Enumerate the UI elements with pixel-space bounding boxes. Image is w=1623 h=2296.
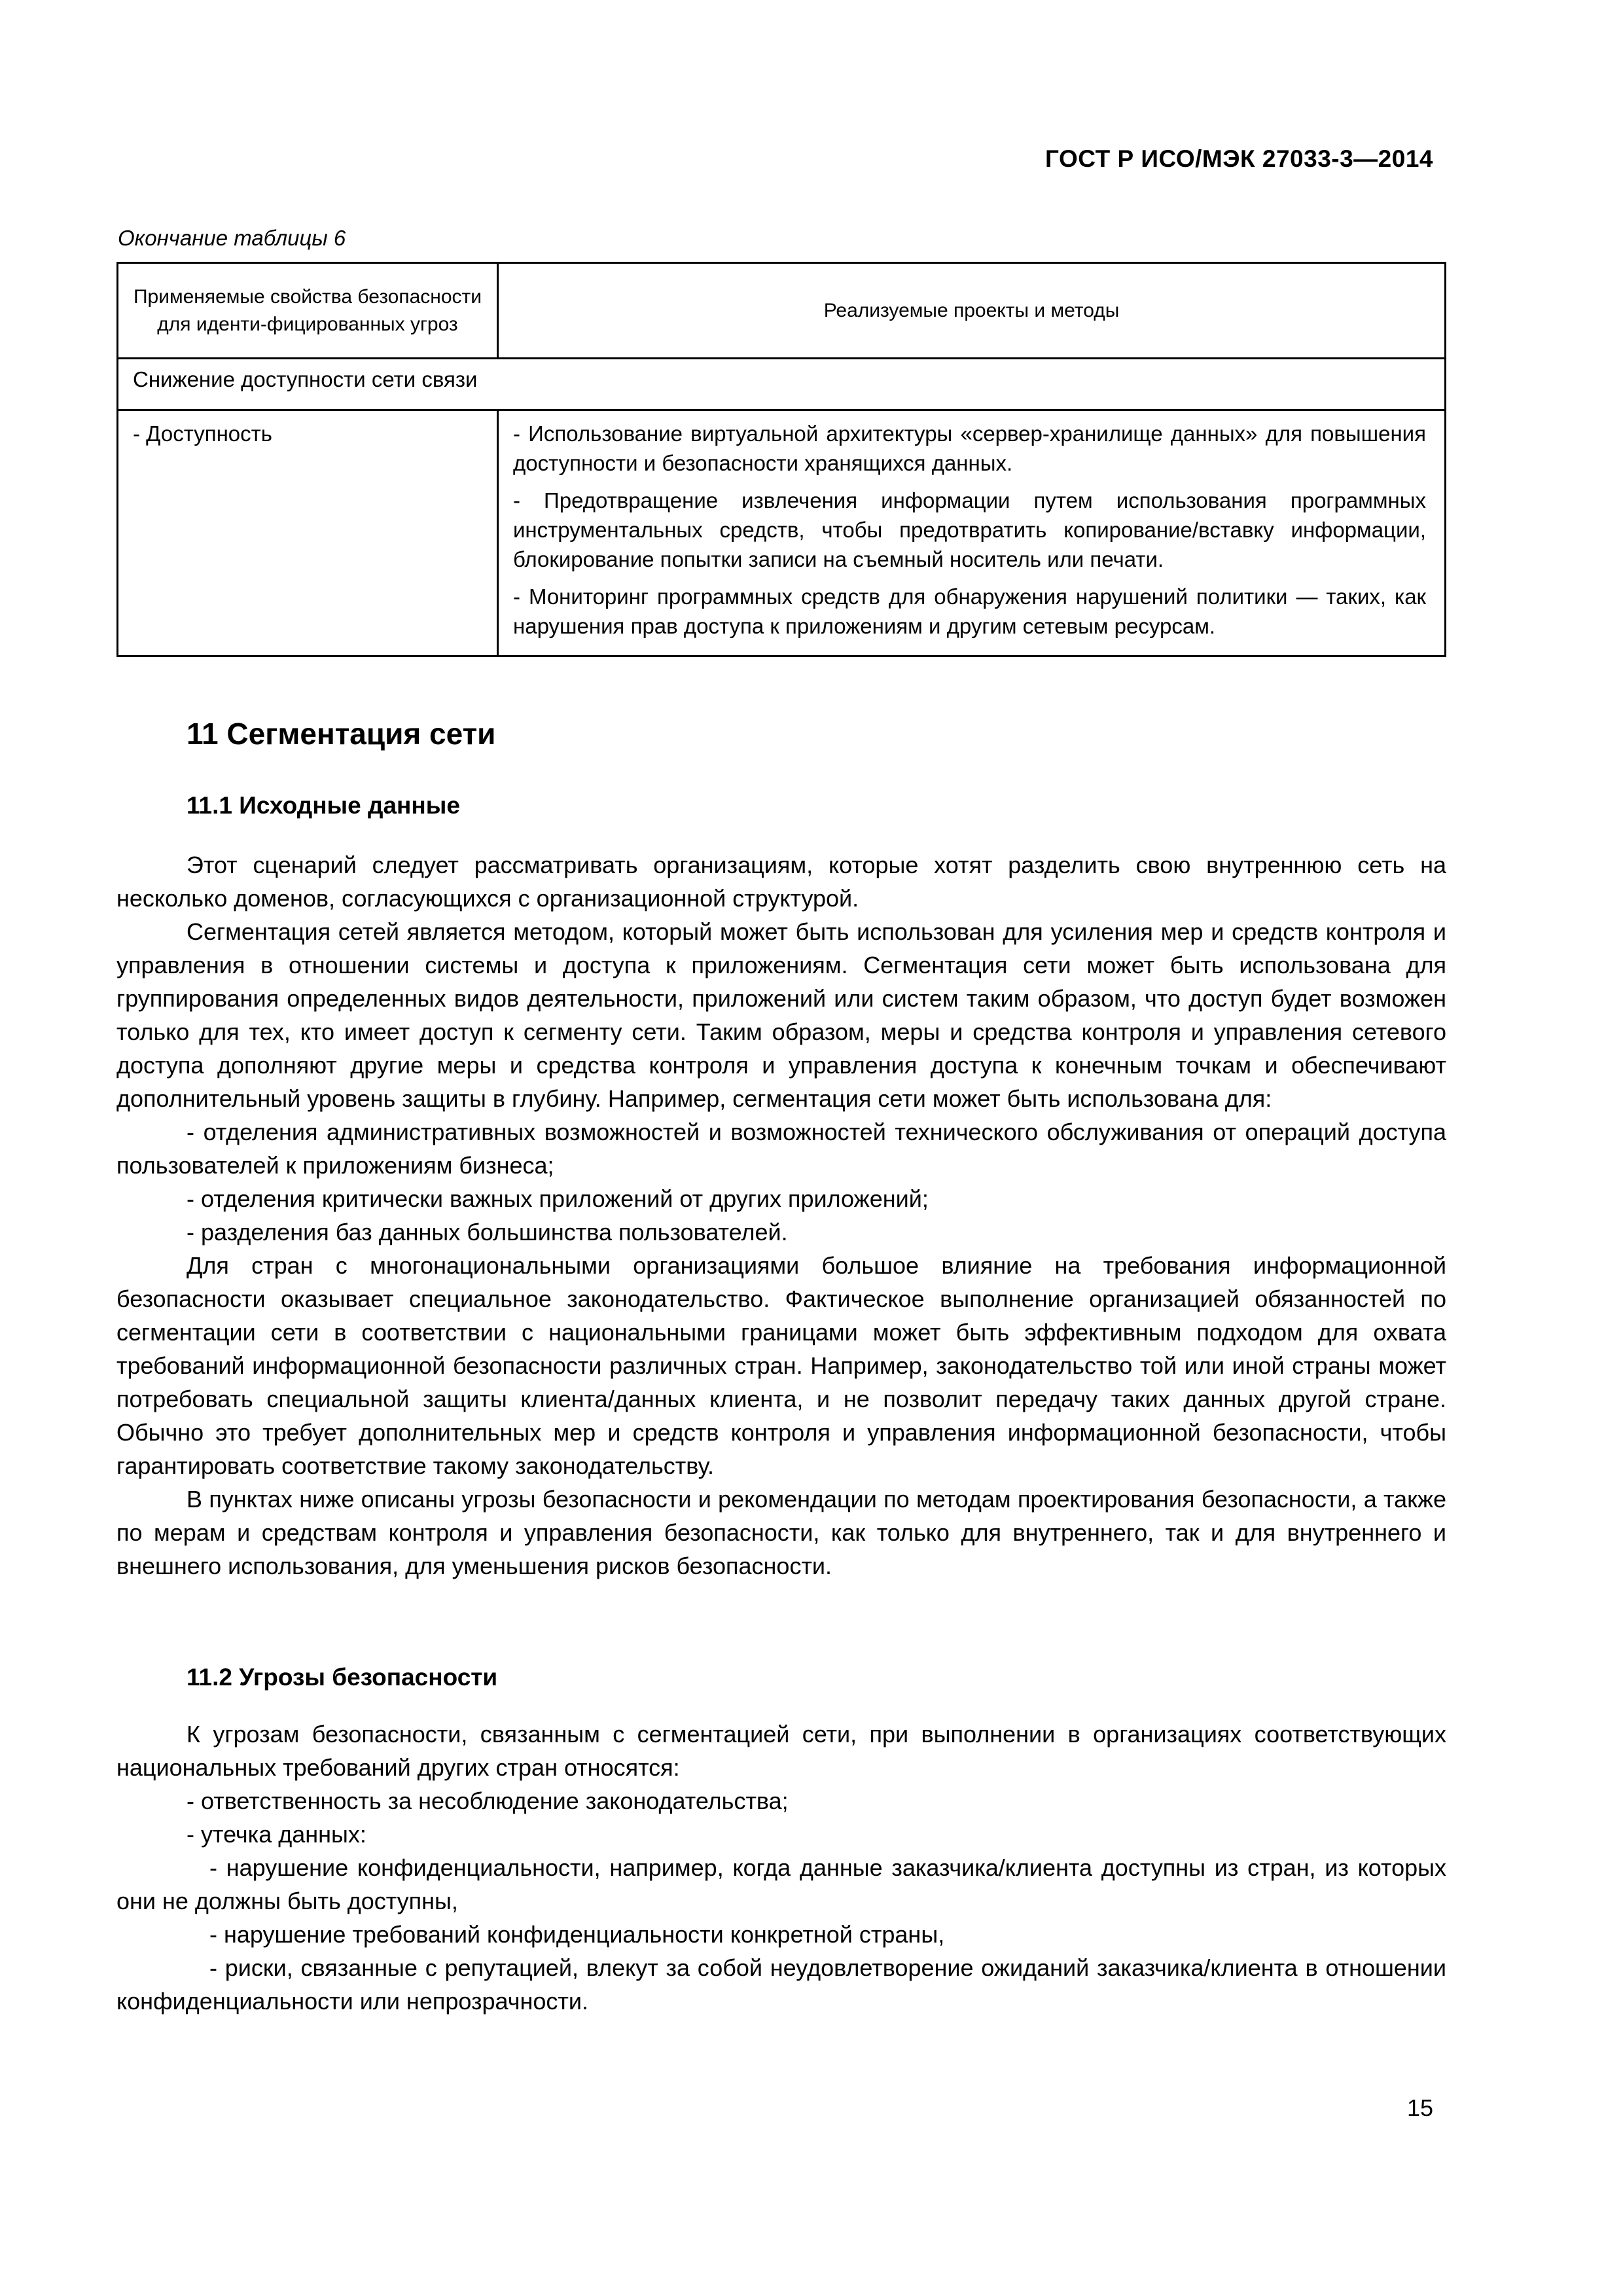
table-header-row (118, 263, 1446, 359)
list-item: - отделения административных возможностей и возможностей технического обслуживания от операций доступа пользователей к приложениям бизнеса; (116, 1119, 1446, 1179)
method-item: - Предотвращение извлечения информации путем использования программных инструментальных средств, чтобы предотвратить копирование/вставку информации, блокирование попытки записи на съемный носитель или печати. (513, 488, 1426, 571)
col2-header-text: Реализуемые проекты и методы (823, 299, 1120, 321)
list-item: - отделения критически важных приложений от других приложений; (187, 1185, 929, 1212)
section-row-label: Снижение доступности сети связи (118, 359, 1446, 410)
list-item: - нарушение требований конфиденциальности конкретной страны, (209, 1921, 945, 1948)
document-header: ГОСТ Р ИСО/МЭК 27033-3—2014 (1045, 145, 1433, 172)
subsection-title: 11.2 Угрозы безопасности (187, 1664, 498, 1691)
paragraph: К угрозам безопасности, связанным с сегментацией сети, при выполнении в организациях соответствующих национальных требований других стран относятся: (116, 1721, 1446, 1781)
table-header-col2 (498, 263, 1446, 359)
col1-header-text: Применяемые свойства безопасности для иденти-фицированных угроз (133, 285, 482, 335)
list-item: - риски, связанные с репутацией, влекут за собой неудовлетворение ожиданий заказчика/клиента в отношении конфиденциальности или непрозрачности. (116, 1954, 1446, 2015)
table-header-col1 (118, 263, 498, 359)
section-title: 11 Сегментация сети (187, 717, 496, 751)
table-section-row (118, 359, 1446, 410)
page-number: 15 (1406, 2094, 1433, 2121)
method-item: - Использование виртуальной архитектуры «сервер-хранилище данных» для повышения доступности и безопасности хранящихся данных. (513, 422, 1426, 475)
paragraph: Этот сценарий следует рассматривать организациям, которые хотят разделить свою внутреннюю сеть на несколько доменов, согласующихся с организационной структурой. (116, 852, 1446, 912)
list-item: - нарушение конфиденциальности, например, когда данные заказчика/клиента доступны из стран, из которых они не должны быть доступны, (116, 1854, 1446, 1914)
methods-cell (498, 410, 1446, 656)
list-item: - ответственность за несоблюдение законодательства; (187, 1787, 789, 1814)
list-item: - разделения баз данных большинства пользователей. (187, 1219, 788, 1246)
paragraph: Для стран с многонациональными организациями большое влияние на требования информационной безопасности оказывает специальное законодательство. Фактическое выполнение организацией обязанностей по сегментации сети в соответствии с национальными границами может быть эффективным подходом для охвата требований информационной безопасности различных стран. Например, законодательство той или иной страны может потребовать специальной защиты клиента/данных клиента, и не позволит передачу таких данных другой стране. Обычно это требует дополнительных мер и средств контроля и управления информационной безопасности, чтобы гарантировать соответствие такому законодательству. (116, 1252, 1446, 1479)
subsection-body (116, 848, 1446, 1583)
table-6 (116, 262, 1446, 657)
paragraph: В пунктах ниже описаны угрозы безопасности и рекомендации по методам проектирования безопасности, а также по мерам и средствам контроля и управления безопасности, как только для внутреннего, так и для внутреннего и внешнего использования, для уменьшения рисков безопасности. (116, 1486, 1446, 1579)
property-cell: - Доступность (118, 410, 498, 656)
table-caption: Окончание таблицы 6 (118, 226, 346, 250)
subsection-title: 11.1 Исходные данные (187, 792, 460, 819)
list-item: - утечка данных: (187, 1821, 366, 1848)
table-row (118, 410, 1446, 656)
subsection-body (116, 1717, 1446, 2018)
method-item: - Мониторинг программных средств для обнаружения нарушений политики — таких, как нарушения прав доступа к приложениям и другим сетевым ресурсам. (513, 584, 1426, 638)
paragraph: Сегментация сетей является методом, который может быть использован для усиления мер и средств контроля и управления в отношении системы и доступа к приложениям. Сегментация сети может быть использована для группирования определенных видов деятельности, приложений или систем таким образом, что доступ будет возможен только для тех, кто имеет доступ к сегменту сети. Таким образом, меры и средства контроля и управления сетевого доступа дополняют другие меры и средства контроля и управления доступа к конечным точкам и обеспечивают дополнительный уровень защиты в глубину. Например, сегментация сети может быть использована для: (116, 918, 1446, 1112)
